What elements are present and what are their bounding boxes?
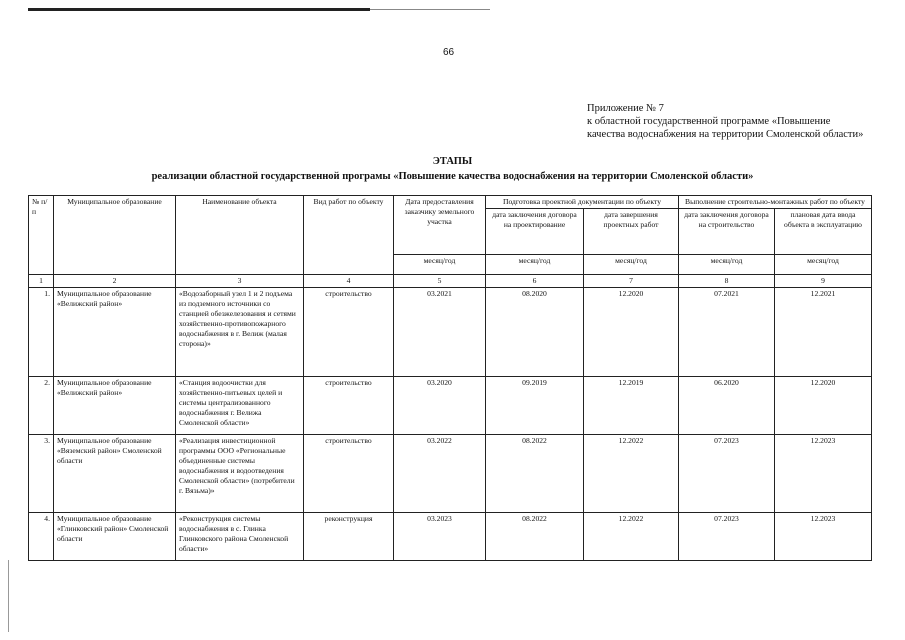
header-build-contract: дата заключения договора на строительство: [679, 209, 775, 255]
column-number: 4: [304, 275, 394, 288]
row-commission: 12.2023: [775, 513, 872, 561]
row-municipality: Муниципальное образование «Вяземский район» Смоленской области: [54, 435, 176, 513]
top-rule-thin: [370, 9, 490, 10]
unit-land: месяц/год: [394, 255, 486, 275]
row-municipality: Муниципальное образование «Велижский район»: [54, 377, 176, 435]
header-construction-group: Выполнение строительно-монтажных работ по объекту: [679, 196, 872, 209]
stages-table: [28, 195, 872, 561]
header-design-done: дата завершения проектных работ: [584, 209, 679, 255]
appendix-note: [587, 102, 863, 141]
appendix-line-2: к областной государственной программе «Повышение: [587, 116, 831, 127]
column-number: 8: [679, 275, 775, 288]
row-no: 3.: [29, 435, 54, 513]
row-land-date: 03.2020: [394, 377, 486, 435]
row-work-type: строительство: [304, 288, 394, 377]
scan-edge: [8, 560, 9, 632]
header-design-contract: дата заключения договора на проектирование: [486, 209, 584, 255]
row-design-done: 12.2020: [584, 288, 679, 377]
row-municipality: Муниципальное образование «Велижский район»: [54, 288, 176, 377]
document-subtitle: реализации областной государственной програмы «Повышение качества водоснабжения на территории Смоленской области»: [151, 171, 754, 182]
top-rule: [28, 8, 370, 11]
unit-commission: месяц/год: [775, 255, 872, 275]
row-object: «Станция водоочистки для хозяйственно-питьевых целей и системы централизованного водоснабжения г. Велижа Смоленской области»: [176, 377, 304, 435]
row-build-contract: 07.2023: [679, 435, 775, 513]
column-number-row: [29, 275, 872, 288]
header-land-date: Дата предоставления заказчику земельного участка: [394, 196, 486, 255]
row-design-done: 12.2022: [584, 435, 679, 513]
header-work-type: Вид работ по объекту: [304, 196, 394, 275]
column-number: 5: [394, 275, 486, 288]
appendix-line-1: Приложение № 7: [587, 103, 664, 114]
unit-design-done: месяц/год: [584, 255, 679, 275]
row-land-date: 03.2021: [394, 288, 486, 377]
row-work-type: строительство: [304, 377, 394, 435]
header-commission: плановая дата ввода объекта в эксплуатацию: [775, 209, 872, 255]
row-municipality: Муниципальное образование «Глинковский район» Смоленской области: [54, 513, 176, 561]
appendix-line-3: качества водоснабжения на территории Смоленской области»: [587, 129, 864, 140]
table-row: [29, 435, 872, 513]
unit-build-contract: месяц/год: [679, 255, 775, 275]
row-object: «Реконструкция системы водоснабжения в с. Глинка Глинковского района Смоленской области»: [176, 513, 304, 561]
header-object: Наименование объекта: [176, 196, 304, 275]
row-work-type: строительство: [304, 435, 394, 513]
row-commission: 12.2023: [775, 435, 872, 513]
row-object: «Реализация инвестиционной программы ООО «Региональные объединенные системы водоснабжения и водоотведения Смоленской области» (потребители г. Вязьма)»: [176, 435, 304, 513]
column-number: 6: [486, 275, 584, 288]
row-build-contract: 07.2023: [679, 513, 775, 561]
column-number: 1: [29, 275, 54, 288]
row-no: 1.: [29, 288, 54, 377]
row-build-contract: 07.2021: [679, 288, 775, 377]
row-design-done: 12.2022: [584, 513, 679, 561]
row-design-contract: 08.2022: [486, 435, 584, 513]
header-no: № п/п: [29, 196, 54, 275]
table-row: [29, 377, 872, 435]
unit-design-contract: месяц/год: [486, 255, 584, 275]
row-work-type: реконструкция: [304, 513, 394, 561]
row-commission: 12.2021: [775, 288, 872, 377]
row-land-date: 03.2022: [394, 435, 486, 513]
header-row-1: [29, 196, 872, 209]
row-design-done: 12.2019: [584, 377, 679, 435]
row-object: «Водозаборный узел 1 и 2 подъема из подземного источники со станцией обезжелезования и сетями хозяйственно-противопожарного водоснабжения в г. Велиж (малая сторона)»: [176, 288, 304, 377]
page-number: 66: [443, 47, 455, 58]
column-number: 9: [775, 275, 872, 288]
document-title: ЭТАПЫ: [432, 156, 473, 167]
row-design-contract: 08.2020: [486, 288, 584, 377]
row-design-contract: 09.2019: [486, 377, 584, 435]
row-no: 2.: [29, 377, 54, 435]
row-no: 4.: [29, 513, 54, 561]
table-row: [29, 513, 872, 561]
column-number: 7: [584, 275, 679, 288]
row-build-contract: 06.2020: [679, 377, 775, 435]
row-commission: 12.2020: [775, 377, 872, 435]
row-design-contract: 08.2022: [486, 513, 584, 561]
column-number: 2: [54, 275, 176, 288]
header-design-group: Подготовка проектной документации по объекту: [486, 196, 679, 209]
column-number: 3: [176, 275, 304, 288]
table-row: [29, 288, 872, 377]
header-municipality: Муниципальное образование: [54, 196, 176, 275]
row-land-date: 03.2023: [394, 513, 486, 561]
